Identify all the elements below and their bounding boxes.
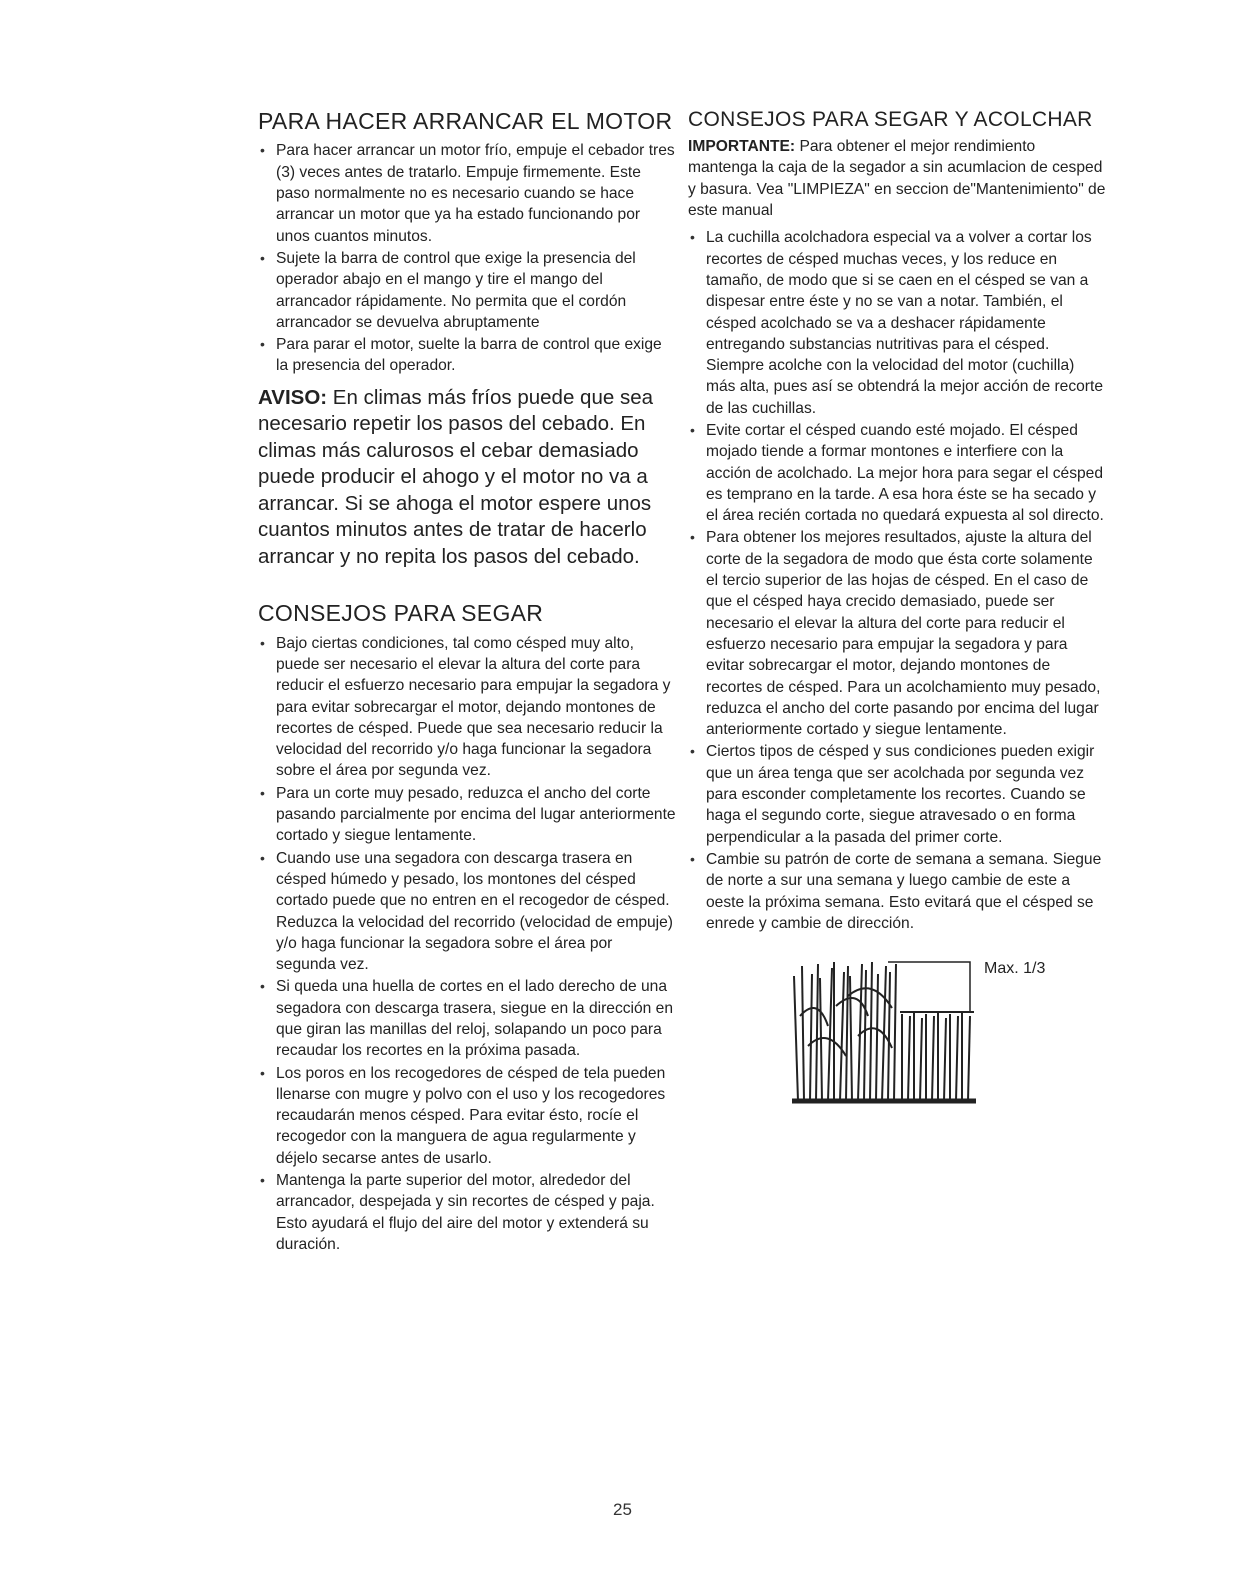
segar-list <box>258 633 676 1256</box>
page-number: 25 <box>613 1500 632 1519</box>
right-column <box>688 108 1108 1104</box>
list-item: • Sujete la barra de control que exige la presencia del operador abajo en el mango y tire el mango del arrancador rápidamente. No permita que el cordón arrancador se devuelva abruptamente <box>258 248 676 333</box>
list-item: • Para hacer arrancar un motor frío, empuje el cebador tres (3) veces antes de tratarlo. Empuje firmemente. Este paso normalmente no es necesario cuando se hace arrancar un motor que ya ha estado funcionando por unos cuantos minutos. <box>258 140 676 246</box>
aviso-text: En climas más fríos puede que sea necesario repetir los pasos del cebado. En climas más calurosos el cebar demasiado puede producir el ahogo y el motor no va a arrancar. Si se ahoga el motor espere unos cuantos minutos antes de tratar de hacerlo arrancar y no repita los pasos del cebado. <box>258 385 653 568</box>
list-item: • Evite cortar el césped cuando esté mojado. El césped mojado tiende a formar montones e interfiere con la acción de acolchado. La mejor hora para segar el césped es temprano en la tarde. A esa hora éste se ha secado y el área recién cortada no quedará expuesta al sol directo. <box>688 420 1108 526</box>
grass-figure <box>788 956 1048 1104</box>
importante-text: Para obtener el mejor rendimiento mantenga la caja de la segador a sin acumlacion de cesped y basura. Vea "LIMPIEZA" en seccion de"Mantenimiento" de este manual <box>688 138 1106 220</box>
acolchar-list <box>688 227 1108 934</box>
list-item: • Para parar el motor, suelte la barra de control que exige la presencia del operador. <box>258 334 676 377</box>
list-item: • Bajo ciertas condiciones, tal como césped muy alto, puede ser necesario el elevar la altura del corte para reducir el esfuerzo necesario para empujar la segadora y para evitar sobrecargar el motor, dejando montones de recortes de césped. Puede que sea necesario reducir la velocidad del recorrido y/o haga funcionar la segadora sobre el área por segunda vez. <box>258 633 676 782</box>
max-one-third-label: Max. 1/3 <box>984 960 1046 978</box>
aviso-paragraph <box>258 385 676 571</box>
list-item: • Mantenga la parte superior del motor, alrededor del arrancador, despejada y sin recortes de césped y paja. Esto ayudará el flujo del aire del motor y extenderá su duración. <box>258 1170 676 1255</box>
heading-segar-acolchar: CONSEJOS PARA SEGAR Y ACOLCHAR <box>688 108 1093 131</box>
list-item: • Ciertos tipos de césped y sus condiciones pueden exigir que un área tenga que ser acolchada por segunda vez para esconder completamente los recortes. Cuando se haga el segundo corte, siegue atravesado o en forma perpendicular a la pasada del primer corte. <box>688 741 1108 847</box>
list-item: • Para un corte muy pesado, reduzca el ancho del corte pasando parcialmente por encima del lugar anteriormente cortado y siegue lentamente. <box>258 783 676 847</box>
aviso-label: AVISO: <box>258 385 328 409</box>
list-item: • Si queda una huella de cortes en el lado derecho de una segadora con descarga trasera, siegue en la dirección en que giran las manillas del reloj, solapando un poco para recaudar los recortes en la próxima pasada. <box>258 976 676 1061</box>
list-item: • Los poros en los recogedores de césped de tela pueden llenarse con mugre y polvo con el uso y los recogedores recaudarán menos césped. Para evitar ésto, rocíe el recogedor con la manguera de agua regularmente y déjelo secarse antes de usarlo. <box>258 1063 676 1169</box>
list-item: • Para obtener los mejores resultados, ajuste la altura del corte de la segadora de modo que ésta corte solamente el tercio superior de las hojas de césped. En el caso de que el césped haya crecido demasiado, puede ser necesario el elevar la altura del corte para reducir el esfuerzo necesario para empujar la segadora y para evitar sobrecargar el motor, dejando montones de recortes de césped. Para un acolchamiento muy pesado, reduzca el ancho del corte pasando por encima del lugar anteriormente cortado y siegue lentamente. <box>688 527 1108 740</box>
list-item: • Cuando use una segadora con descarga trasera en césped húmedo y pesado, los montones del césped cortado puede que no entren en el recogedor de césped. Reduzca la velocidad del recorrido (velocidad de empuje) y/o haga funcionar la segadora sobre el área por segunda vez. <box>258 848 676 976</box>
importante-label: IMPORTANTE: <box>688 138 796 156</box>
grass-illustration-icon <box>788 956 978 1104</box>
heading-consejos-segar: CONSEJOS PARA SEGAR <box>258 600 544 627</box>
list-item: • Cambie su patrón de corte de semana a semana. Siegue de norte a sur una semana y luego cambie de este a oeste la próxima semana. Esto evitará que el césped se enrede y cambie de dirección. <box>688 849 1108 934</box>
list-item: • La cuchilla acolchadora especial va a volver a cortar los recortes de césped muchas veces, y los reduce en tamaño, de modo que si se caen en el césped se van a dispesar entre éste y no se van a notar. También, el césped acolchado se va a deshacer rápidamente entregando substancias nutritivas para el césped. Siempre acolche con la velocidad del motor (cuchilla) más alta, pues así se obtendrá la mejor acción de recorte de las cuchillas. <box>688 227 1108 419</box>
importante-paragraph <box>688 136 1108 221</box>
heading-arrancar-motor: PARA HACER ARRANCAR EL MOTOR <box>258 108 673 134</box>
left-column <box>258 108 676 1256</box>
arrancar-list <box>258 140 676 376</box>
